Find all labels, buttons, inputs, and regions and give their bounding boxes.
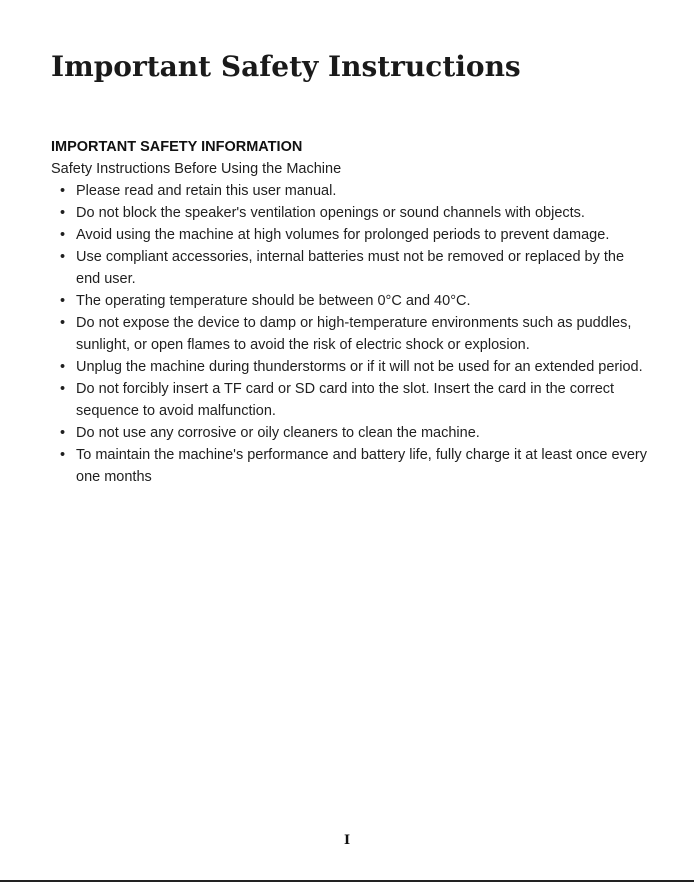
list-item	[51, 422, 651, 444]
bullet-icon: •	[60, 249, 66, 265]
list-item	[51, 378, 651, 422]
list-item-text: Do not use any corrosive or oily cleaners to clean the machine.	[76, 425, 480, 441]
list-item	[51, 180, 651, 202]
list-item-text: Avoid using the machine at high volumes for prolonged periods to prevent damage.	[76, 227, 610, 243]
list-item	[51, 290, 651, 312]
section-intro: Safety Instructions Before Using the Machine	[51, 161, 342, 177]
section-heading: IMPORTANT SAFETY INFORMATION	[51, 139, 303, 155]
list-item-text: Please read and retain this user manual.	[76, 183, 337, 199]
list-item	[51, 356, 651, 378]
list-item	[51, 444, 651, 488]
list-item-text: Do not block the speaker's ventilation openings or sound channels with objects.	[76, 205, 585, 221]
bullet-icon: •	[60, 205, 66, 221]
list-item	[51, 202, 651, 224]
list-item-text: To maintain the machine's performance and battery life, fully charge it at least once every one months	[76, 447, 647, 485]
bullet-icon: •	[60, 381, 66, 397]
list-item-text: Do not expose the device to damp or high-temperature environments such as puddles, sunlight, or open flames to avoid the risk of electric shock or explosion.	[76, 315, 632, 353]
list-item-text: Use compliant accessories, internal batteries must not be removed or replaced by the end user.	[76, 249, 625, 287]
list-item-text: Unplug the machine during thunderstorms or if it will not be used for an extended period.	[76, 359, 643, 375]
safety-section	[51, 136, 651, 488]
list-item	[51, 224, 651, 246]
list-item-text: Do not forcibly insert a TF card or SD card into the slot. Insert the card in the correct sequence to avoid malfunction.	[76, 381, 615, 419]
page-title: Important Safety Instructions	[51, 50, 521, 83]
bullet-icon: •	[60, 293, 66, 309]
safety-list	[51, 180, 651, 488]
list-item	[51, 246, 651, 290]
bullet-icon: •	[60, 425, 66, 441]
list-item	[51, 312, 651, 356]
bullet-icon: •	[60, 315, 66, 331]
bullet-icon: •	[60, 359, 66, 375]
page-bottom-rule	[0, 880, 694, 882]
bullet-icon: •	[60, 227, 66, 243]
bullet-icon: •	[60, 183, 66, 199]
list-item-text: The operating temperature should be between 0°C and 40°C.	[76, 293, 471, 309]
bullet-icon: •	[60, 447, 66, 463]
page-number: I	[343, 833, 351, 848]
